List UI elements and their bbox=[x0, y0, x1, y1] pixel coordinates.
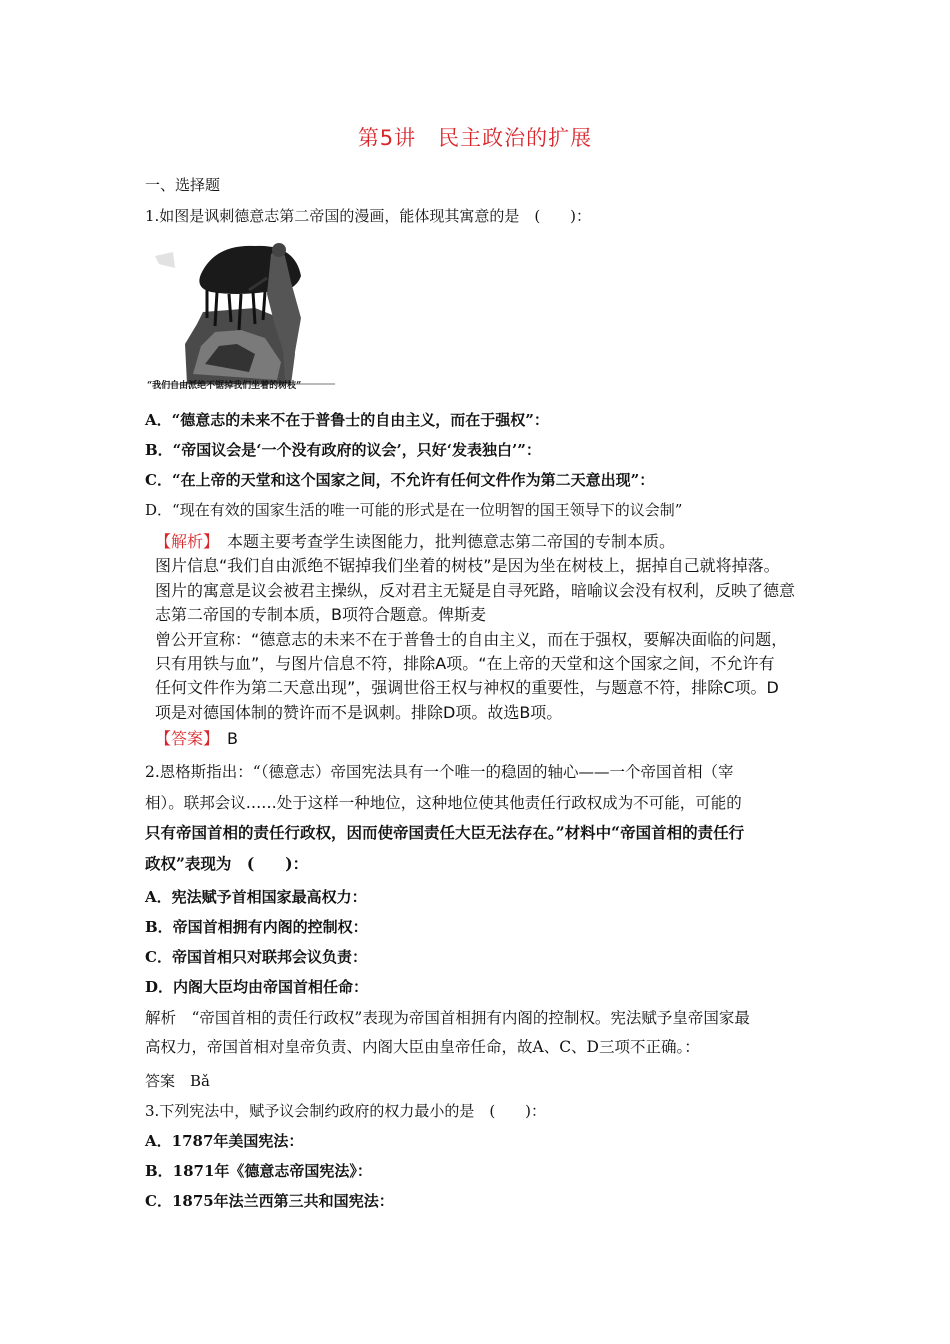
q3-option-b: B．1871年《德意志帝国宪法》： bbox=[145, 1162, 372, 1180]
q1-option-d: D．“现在有效的国家生活的唯一可能的形式是在一位明智的国王领导下的议会制” bbox=[145, 501, 683, 519]
cartoon-caption: “我们自由派绝不锯掉我们坐着的树枝” bbox=[147, 381, 302, 391]
q1-analysis bbox=[155, 530, 805, 725]
analysis-tag: 【解析】 bbox=[155, 532, 212, 551]
section-heading: 一、选择题 bbox=[145, 176, 221, 194]
cartoon-image bbox=[145, 234, 345, 396]
q2-option-c: C．帝国首相只对联邦会议负责： bbox=[145, 948, 367, 966]
q2-option-d: D．内阁大臣均由帝国首相任命： bbox=[145, 978, 369, 996]
q1-answer bbox=[155, 726, 238, 749]
analysis-line-1: 【解析】 本题主要考查学生读图能力，批判德意志第二帝国的专制本质。 bbox=[155, 532, 676, 551]
q1-option-a: A．“德意志的未来不在于普鲁士的自由主义，而在于强权”： bbox=[145, 411, 549, 429]
analysis-line-7: 任何文件作为第二天意出现”，强调世俗王权与神权的重要性，与题意不符，排除C项。D bbox=[155, 678, 779, 698]
answer-tag: 【答案】 bbox=[155, 729, 212, 748]
analysis-line-4: 志第二帝国的专制本质，B项符合题意。俾斯麦 bbox=[155, 605, 486, 625]
analysis-line-8: 项是对德国体制的赞许而不是讽刺。排除D项。故选B项。 bbox=[155, 702, 563, 722]
analysis-line-3: 图片的寓意是议会被君主操纵，反对君主无疑是自寻死路，暗喻议会没有权利，反映了德意 bbox=[155, 580, 796, 600]
q2-answer: 答案 Bǎ bbox=[145, 1072, 210, 1090]
page-title: 第5讲 民主政治的扩展 bbox=[357, 126, 593, 150]
question-1-stem: 1.如图是讽刺德意志第二帝国的漫画，能体现其寓意的是 ( )： bbox=[145, 207, 592, 225]
q1-option-c: C．“在上帝的天堂和这个国家之间，不允许有任何文件作为第二天意出现”： bbox=[145, 471, 655, 489]
q3-option-a: A．1787年美国宪法： bbox=[145, 1132, 304, 1150]
q2-explanation: 解析 “帝国首相的责任行政权”表现为帝国首相拥有内阁的控制权。宪法赋予皇帝国家最 高权力，帝国首相对皇帝负责、内阁大臣由皇帝任命，故A、C、D三项不正确。： bbox=[145, 1009, 750, 1056]
q3-option-c: C．1875年法兰西第三共和国宪法： bbox=[145, 1192, 394, 1210]
q1-option-b: B．“帝国议会是‘一个没有政府的议会’，只好‘发表独白’”： bbox=[145, 441, 541, 459]
analysis-line-2: 图片信息“我们自由派绝不锯掉我们坐着的树枝”是因为坐在树枝上，据掉自己就将掉落。 bbox=[155, 556, 780, 576]
answer-value: B bbox=[227, 729, 239, 748]
q2-option-a: A．宪法赋予首相国家最高权力： bbox=[145, 888, 367, 906]
question-3-stem: 3.下列宪法中，赋予议会制约政府的权力最小的是 ( )： bbox=[145, 1102, 547, 1120]
analysis-line-5: 曾公开宣称：“德意志的未来不在于普鲁士的自由主义，而在于强权，要解决面临的问题， bbox=[155, 629, 788, 649]
analysis-line-6: 只有用铁与血”，与图片信息不符，排除A项。“在上帝的天堂和这个国家之间，不允许有 bbox=[155, 654, 775, 674]
question-2-stem: 2.恩格斯指出：“（德意志）帝国宪法具有一个唯一的稳固的轴心——一个帝国首相（宰 相）。联邦会议……处于这样一种地位，这种地位使其他责任行政权成为不可能，可能的 只有帝国首相的责任行政权，因而使帝国责任大臣无法存在。”材料中“帝国首相的责任行 政权”表现为 ( )： bbox=[145, 763, 745, 873]
q2-option-b: B．帝国首相拥有内阁的控制权： bbox=[145, 918, 368, 936]
